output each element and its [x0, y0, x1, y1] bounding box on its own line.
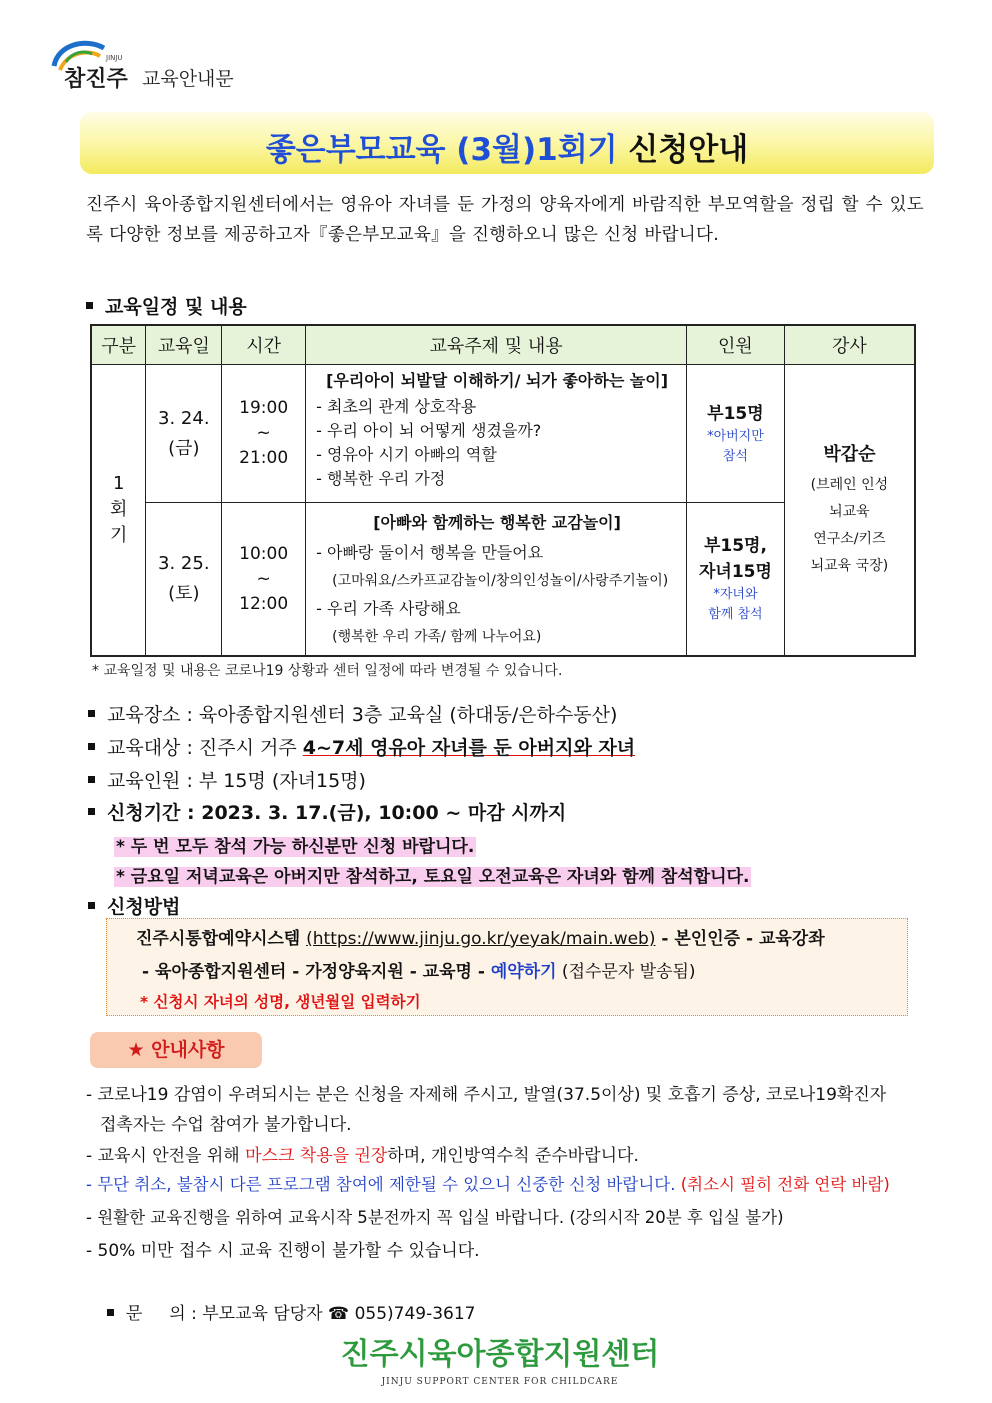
capacity-value: 자녀15명: [698, 562, 772, 582]
info-count: 교육인원 : 부 15명 (자녀15명): [88, 766, 366, 793]
capacity-cell: [687, 503, 785, 657]
time-cell: 19:00 ~ 21:00: [222, 365, 306, 503]
topic-cell: [306, 365, 687, 503]
topic-item: - 영유아 시기 아빠의 역할: [316, 445, 497, 464]
topic-item: (행복한 우리 가족/ 함께 나누어요): [332, 629, 542, 645]
capacity-cell: [687, 365, 785, 503]
document-type: 교육안내문: [142, 68, 234, 90]
topic-item: - 우리 아이 뇌 어떻게 생겼을까?: [316, 421, 542, 440]
time-cell: 10:00 ~ 12:00: [222, 503, 306, 657]
instructor-affiliation: 뇌교육: [829, 504, 870, 520]
col-header: 시간: [222, 325, 306, 365]
square-bullet-icon: [88, 902, 95, 909]
topic-item: - 최초의 관계 상호작용: [316, 397, 477, 416]
logo-small-text: JINJU: [106, 54, 123, 62]
reservation-link[interactable]: (https://www.jinju.go.kr/yeyak/main.web): [306, 929, 656, 949]
notice-item-1-cont: 접촉자는 수업 참여가 불가합니다.: [100, 1115, 352, 1135]
mask-highlight: 마스크 착용을 권장: [245, 1146, 388, 1166]
info-target: 교육대상 : 진주시 거주 4~7세 영유아 자녀를 둔 아버지와 자녀: [88, 733, 635, 760]
topic-item: - 행복한 우리 가정: [316, 469, 446, 488]
square-bullet-icon: [88, 776, 95, 783]
instructor-affiliation: (브레인 인성: [810, 477, 889, 493]
footer-logo-sub: JINJU SUPPORT CENTER FOR CHILDCARE: [381, 1377, 619, 1387]
instructor-affiliation: 연구소/키즈: [813, 531, 886, 547]
topic-title: [우리아이 뇌발달 이해하기/ 뇌가 좋아하는 놀이]: [326, 371, 669, 390]
capacity-value: 부15명: [707, 403, 764, 424]
instructor-cell: [784, 365, 915, 657]
info-place: 교육장소 : 육아종합지원센터 3층 교육실 (하대동/은하수동산): [88, 700, 617, 727]
schedule-table: [90, 324, 916, 657]
method-line-2: - 육아종합지원센터 - 가정양육지원 - 교육명 - 예약하기 (접수문자 발송됨): [142, 962, 696, 982]
title-sub: 신청안내: [628, 132, 749, 168]
topic-title: [아빠와 함께하는 행복한 교감놀이]: [373, 513, 621, 532]
col-header: 구분: [91, 325, 146, 365]
intro-paragraph: 진주시 육아종합지원센터에서는 영유아 자녀를 둔 가정의 양육자에게 바람직한 부모역할을 정립 할 수 있도록 다양한 정보를 제공하고자『좋은부모교육』을 진행하오니 많은 신청 바랍니다.: [86, 195, 924, 245]
instructor-affiliation: 뇌교육 국장): [810, 558, 889, 574]
notice-item-3: - 무단 취소, 불참시 다른 프로그램 참여에 제한될 수 있으니 신중한 신청 바랍니다. (취소시 필히 전화 연락 바람): [86, 1175, 890, 1194]
topic-item: - 아빠랑 둘이서 행복을 만들어요: [316, 543, 544, 562]
table-header-row: [91, 325, 915, 365]
date-cell: 3. 24. (금): [146, 365, 222, 503]
page-title: [80, 124, 934, 169]
contact-line: 문 의 : 부모교육 담당자 ☎ 055)749-3617: [96, 1279, 476, 1324]
col-header: 교육주제 및 내용: [306, 325, 687, 365]
footer-logo-main: 진주시육아종합지원센터: [340, 1337, 660, 1372]
notice-item-2: - 교육시 안전을 위해 마스크 착용을 권장하며, 개인방역수칙 준수바랍니다.: [86, 1146, 639, 1166]
capacity-note: *자녀와: [713, 587, 758, 602]
childcare-center-logo: [320, 1330, 680, 1390]
schedule-note: * 교육일정 및 내용은 코로나19 상황과 센터 일정에 따라 변경될 수 있습니다.: [92, 663, 563, 679]
notice-badge: ★ 안내사항: [90, 1032, 262, 1068]
topic-item: (고마워요/스카프교감놀이/창의인성놀이/사랑주기놀이): [332, 573, 669, 589]
col-header: 인원: [687, 325, 785, 365]
method-line-1: 진주시통합예약시스템 (https://www.jinju.go.kr/yeyak/main.web) - 본인인증 - 교육강좌: [136, 929, 825, 949]
title-main: 좋은부모교육 (3월)1회기: [265, 132, 618, 168]
method-line-3: * 신청시 자녀의 성명, 생년월일 입력하기: [140, 993, 421, 1011]
logo-text: 참진주: [64, 66, 128, 92]
capacity-note: 함께 참석: [708, 607, 763, 622]
capacity-note: 참석: [722, 448, 748, 464]
square-bullet-icon: [88, 743, 95, 750]
method-heading: 신청방법: [88, 892, 180, 919]
target-highlight: 4~7세 영유아 자녀를 둔 아버지와 자녀: [302, 737, 636, 759]
topic-cell: [306, 503, 687, 657]
capacity-value: 부15명,: [703, 536, 767, 556]
instructor-name: 박갑순: [823, 444, 876, 465]
schedule-heading: 교육일정 및 내용: [86, 292, 247, 319]
table-row: [91, 365, 915, 503]
capacity-note: *아버지만: [707, 428, 764, 444]
square-bullet-icon: [88, 808, 95, 815]
date-cell: 3. 25. (토): [146, 503, 222, 657]
col-header: 교육일: [146, 325, 222, 365]
pink-note-1: * 두 번 모두 참석 가능 하신분만 신청 바랍니다.: [116, 837, 475, 857]
notice-item-5: - 50% 미만 접수 시 교육 진행이 불가할 수 있습니다.: [86, 1241, 480, 1261]
square-bullet-icon: [107, 1309, 114, 1316]
reserve-highlight: 예약하기: [490, 962, 557, 982]
notice-item-1: - 코로나19 감염이 우려되시는 분은 신청을 자제해 주시고, 발열(37.5이상) 및 호흡기 증상, 코로나19확진자: [86, 1085, 887, 1105]
topic-item: - 우리 가족 사랑해요: [316, 599, 461, 618]
session-cell: 1 회 기: [91, 365, 146, 657]
col-header: 강사: [784, 325, 915, 365]
info-period: 신청기간 : 2023. 3. 17.(금), 10:00 ~ 마감 시까지: [88, 798, 566, 825]
square-bullet-icon: [88, 710, 95, 717]
square-bullet-icon: [86, 302, 93, 309]
pink-note-2: * 금요일 저녁교육은 아버지만 참석하고, 토요일 오전교육은 자녀와 함께 참석합니다.: [116, 867, 750, 887]
jinju-city-logo: [46, 36, 136, 92]
notice-item-4: - 원활한 교육진행을 위하여 교육시작 5분전까지 꼭 입실 바랍니다. (강의시작 20분 후 입실 불가): [86, 1208, 784, 1227]
